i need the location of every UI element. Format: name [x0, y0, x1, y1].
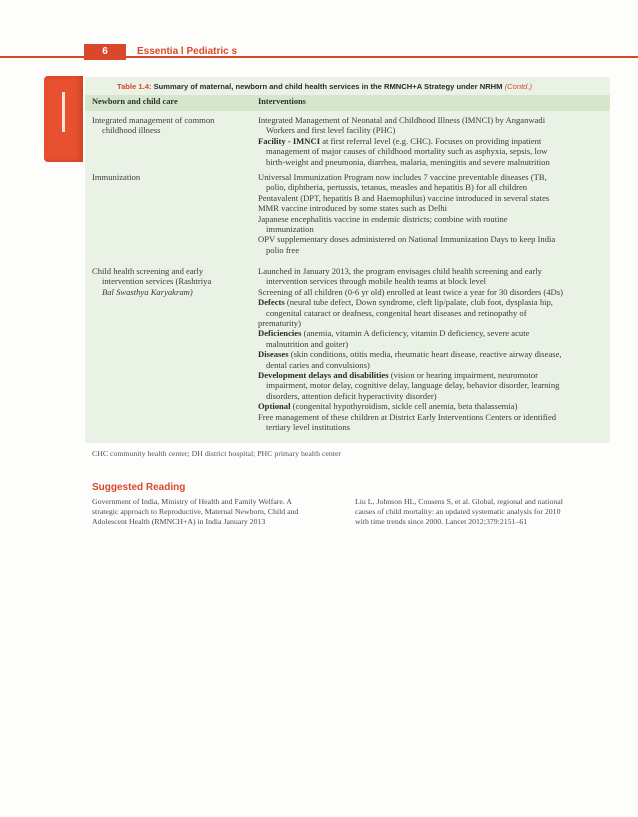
table-row-interventions-2 — [258, 172, 608, 255]
intervention-line: Pentavalent (DPT, hepatitis B and Haemophilus) vaccine introduced in several states — [258, 192, 550, 203]
chapter-number-mark — [62, 92, 65, 132]
intervention-line: polio, diphtheria, pertussis, tetanus, measles and hepatitis B) for all children — [266, 182, 528, 193]
intervention-line: MMR vaccine introduced by some states such as Delhi — [258, 203, 448, 214]
reference-line: Liu L, Johnson HL, Cousens S, et al. Global, regional and national — [355, 497, 563, 506]
intervention-line: immunization — [266, 224, 314, 235]
reference-2 — [355, 497, 610, 528]
intervention-line: malnutrition and goiter) — [266, 338, 349, 349]
table-row-care-1 — [92, 115, 252, 136]
suggested-reading-heading: Suggested Reading — [92, 482, 186, 493]
table-footnote: CHC community health center; DH district hospital; PHC primary health center — [92, 449, 342, 458]
care-line: Immunization — [92, 172, 141, 182]
care-line: intervention services (Rashtriya — [102, 276, 212, 287]
table-contd: (Contd.) — [504, 82, 533, 91]
intervention-line: Japanese encephalitis vaccine in endemic districts; combine with routine — [258, 213, 508, 224]
intervention-line: birth-weight and pneumonia, diarrhea, malaria, meningitis and severe malnutrition — [266, 156, 550, 167]
reference-line: Government of India, Ministry of Health and Family Welfare. A — [92, 497, 292, 506]
care-line: childhood illness — [102, 125, 161, 136]
chapter-tab — [44, 76, 83, 162]
intervention-line: disorders, attention deficit hyperactivity disorder) — [266, 390, 437, 401]
intervention-line: Facility - IMNCI at first referral level (e.g. CHC). Focuses on providing inpatient — [258, 135, 542, 146]
running-title: Essentia l Pediatric s — [137, 46, 238, 57]
intervention-line: intervention services through mobile health teams at block level — [266, 276, 487, 287]
intervention-line: Optional (congenital hypothyroidism, sickle cell anemia, beta thalassemia) — [258, 401, 518, 412]
page-number: 6 — [84, 44, 126, 60]
care-line: Integrated management of common — [92, 115, 215, 125]
reference-line: Adolescent Health (RMNCH+A) in India January 2013 — [92, 517, 266, 527]
reference-line: causes of child mortality: an updated systematic analysis for 2010 — [355, 507, 561, 517]
intervention-line: impairment, motor delay, cognitive delay, language delay, behavior disorder, learning — [266, 380, 560, 391]
intervention-line: Deficiencies (anemia, vitamin A deficiency, vitamin D deficiency, severe acute — [258, 328, 530, 339]
intervention-line: congenital cataract or deafness, congenital heart diseases and retinopathy of — [266, 307, 527, 318]
column-header-care: Newborn and child care — [92, 97, 178, 106]
intervention-line: Free management of these children at District Early Interventions Centers or identified — [258, 411, 557, 422]
table-row-interventions-3 — [258, 266, 608, 433]
intervention-line: polio free — [266, 244, 300, 255]
table-title: Summary of maternal, newborn and child health services in the RMNCH+A Strategy under NRHM — [153, 82, 503, 91]
intervention-line: dental caries and convulsions) — [266, 359, 370, 370]
intervention-line: Diseases (skin conditions, otitis media, rheumatic heart disease, reactive airway disease, — [258, 349, 562, 360]
intervention-line: Defects (neural tube defect, Down syndrome, cleft lip/palate, club foot, dysplasia hip, — [258, 297, 553, 308]
intervention-line: Universal Immunization Program now includes 7 vaccine preventable diseases (TB, — [258, 172, 547, 182]
table-label: Table 1.4: — [117, 82, 152, 91]
table-row-interventions-1 — [258, 115, 608, 167]
intervention-line: Workers and first level facility (PHC) — [266, 125, 396, 136]
intervention-line: management of major causes of childhood mortality such as asphyxia, sepsis, low — [266, 146, 548, 157]
table-caption — [117, 80, 532, 94]
intervention-line: Screening of all children (0-6 yr old) enrolled at least twice a year for 30 disorders (4Ds) — [258, 286, 563, 297]
column-header-interventions: Interventions — [258, 97, 306, 106]
intervention-line: Integrated Management of Neonatal and Childhood Illness (IMNCI) by Anganwadi — [258, 115, 546, 125]
intervention-line: Launched in January 2013, the program envisages child health screening and early — [258, 266, 542, 276]
table-row-care-2 — [92, 172, 252, 182]
reference-line: strategic approach to Reproductive, Maternal Newborn, Child and — [92, 507, 299, 517]
reference-1 — [92, 497, 344, 528]
intervention-line: Development delays and disabilities (vision or hearing impairment, neuromotor — [258, 370, 538, 381]
care-line: Child health screening and early — [92, 266, 204, 276]
intervention-line: prematurity) — [258, 318, 301, 329]
table-row-care-3 — [92, 266, 252, 297]
care-line: Bal Swasthya Karyakram) — [102, 286, 193, 297]
intervention-line: tertiary level institutions — [266, 422, 351, 433]
reference-line: with time trends since 2000. Lancet 2012;379:2151–61 — [355, 517, 528, 527]
intervention-line: OPV supplementary doses administered on National Immunization Days to keep India — [258, 234, 556, 245]
